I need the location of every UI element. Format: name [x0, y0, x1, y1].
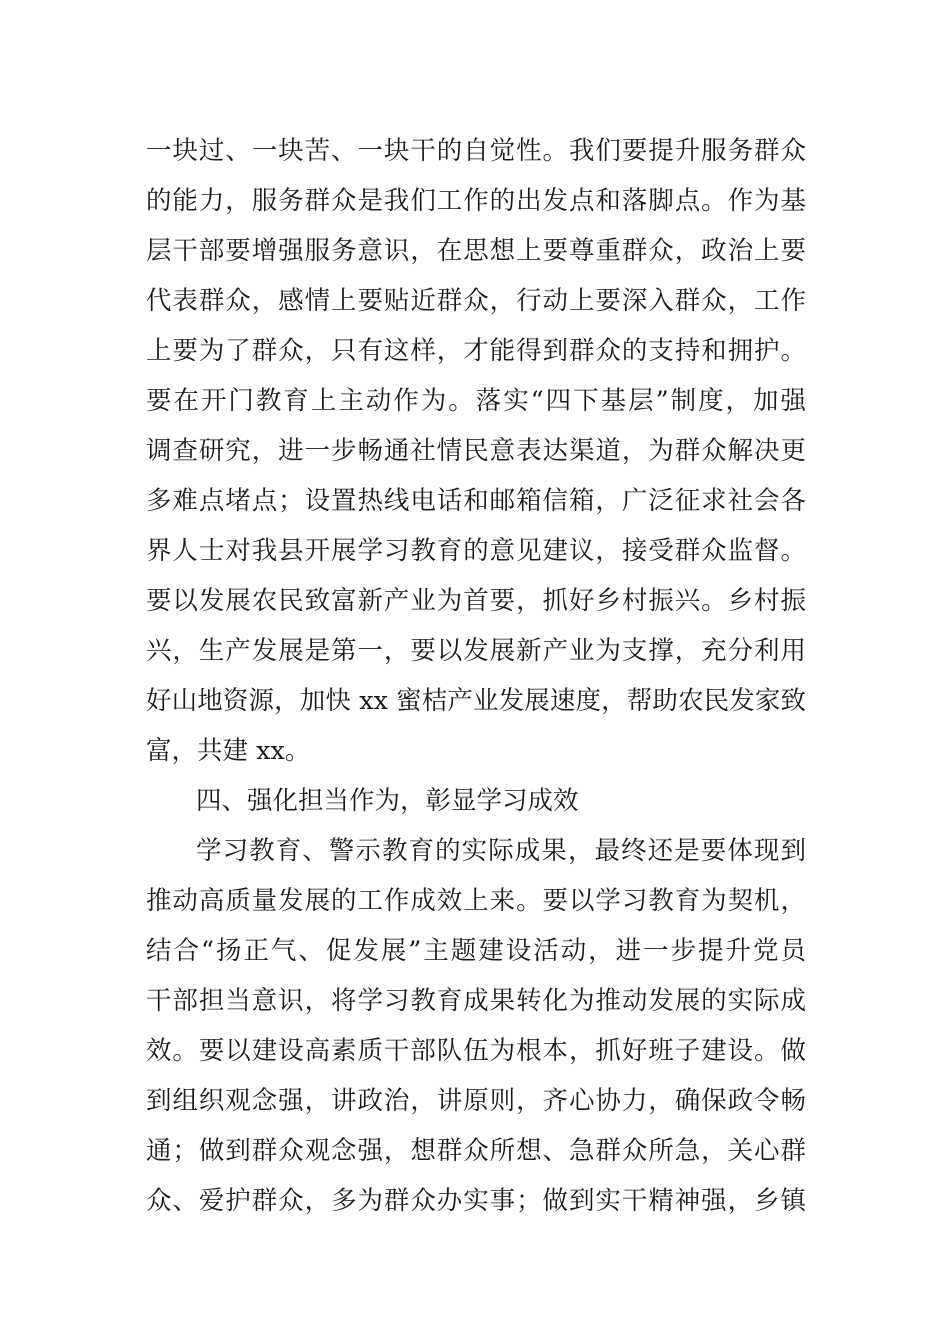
body-text-line: 兴，生产发展是第一，要以发展新产业为支撑，充分利用 — [146, 636, 806, 666]
body-text-line: 多难点堵点；设置热线电话和邮箱信箱，广泛征求社会各 — [146, 486, 806, 516]
body-text-line: 调查研究，进一步畅通社情民意表达渠道，为群众解决更 — [146, 436, 806, 466]
body-text-line: 一块过、一块苦、一块干的自觉性。我们要提升服务群众 — [146, 136, 806, 166]
body-text-line: 学习教育、警示教育的实际成果，最终还是要体现到 — [196, 836, 806, 866]
body-text-line: 上要为了群众，只有这样，才能得到群众的支持和拥护。 — [146, 336, 806, 366]
section-heading: 四、强化担当作为，彰显学习成效 — [196, 786, 579, 816]
body-text-line: 众、爱护群众，多为群众办实事；做到实干精神强，乡镇 — [146, 1186, 806, 1216]
body-text-line: 富，共建 xx。 — [146, 736, 311, 766]
body-text-line: 通；做到群众观念强，想群众所想、急群众所急，关心群 — [146, 1136, 806, 1166]
body-text-line: 好山地资源，加快 xx 蜜桔产业发展速度，帮助农民发家致 — [146, 686, 806, 716]
body-text-line: 要在开门教育上主动作为。落实“四下基层”制度，加强 — [146, 386, 806, 416]
body-text-line: 推动高质量发展的工作成效上来。要以学习教育为契机， — [146, 886, 806, 916]
body-text-line: 的能力，服务群众是我们工作的出发点和落脚点。作为基 — [146, 186, 806, 216]
body-text-line: 到组织观念强，讲政治，讲原则，齐心协力，确保政令畅 — [146, 1086, 806, 1116]
body-text-line: 要以发展农民致富新产业为首要，抓好乡村振兴。乡村振 — [146, 586, 806, 616]
body-text-line: 代表群众，感情上要贴近群众，行动上要深入群众，工作 — [146, 286, 806, 316]
body-text-line: 结合“扬正气、促发展”主题建设活动，进一步提升党员 — [146, 936, 806, 966]
body-text-line: 干部担当意识，将学习教育成果转化为推动发展的实际成 — [146, 986, 806, 1016]
body-text-line: 效。要以建设高素质干部队伍为根本，抓好班子建设。做 — [146, 1036, 806, 1066]
body-text-line: 层干部要增强服务意识，在思想上要尊重群众，政治上要 — [146, 236, 806, 266]
body-text-line: 界人士对我县开展学习教育的意见建议，接受群众监督。 — [146, 536, 806, 566]
